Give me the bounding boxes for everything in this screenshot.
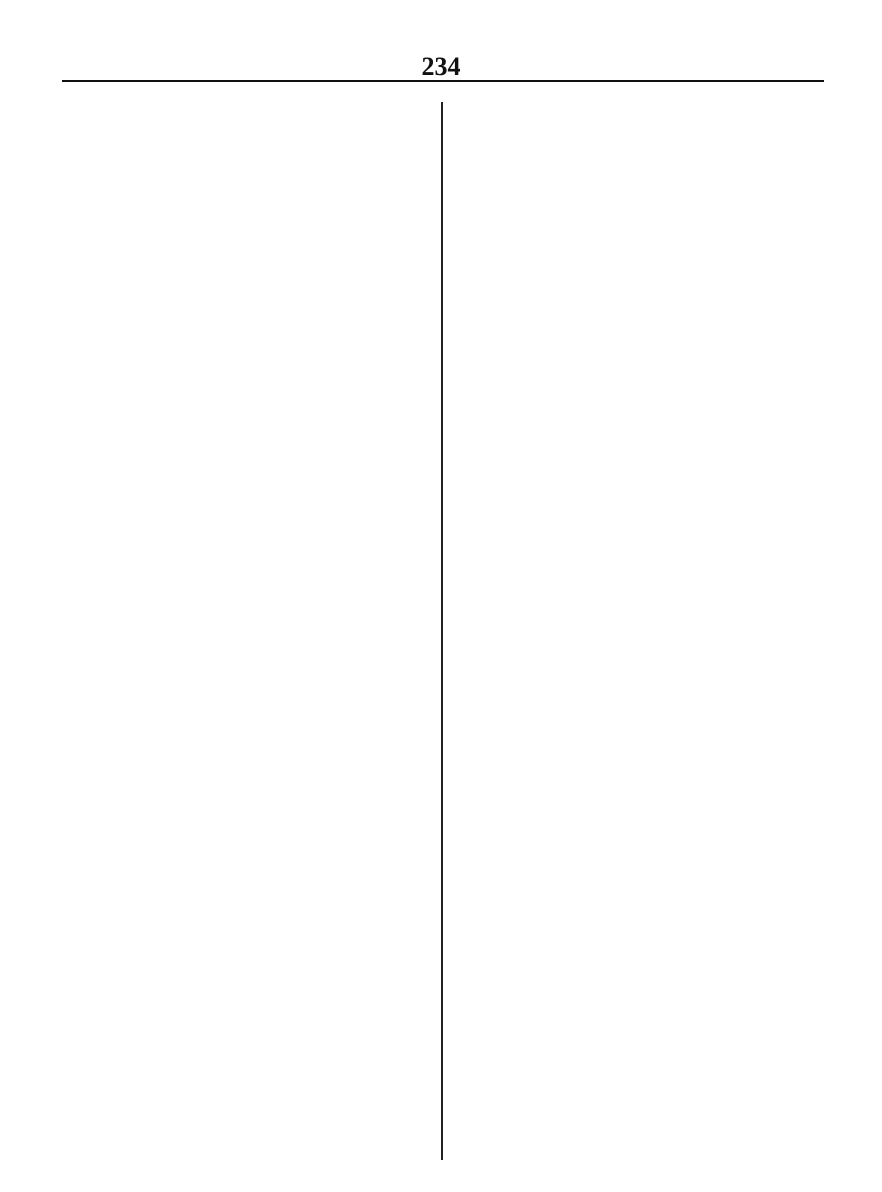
right-column bbox=[465, 104, 825, 1160]
left-column bbox=[62, 104, 420, 1160]
page-number: 234 bbox=[421, 52, 461, 81]
column-divider bbox=[441, 102, 443, 1160]
header-rule bbox=[62, 80, 824, 82]
